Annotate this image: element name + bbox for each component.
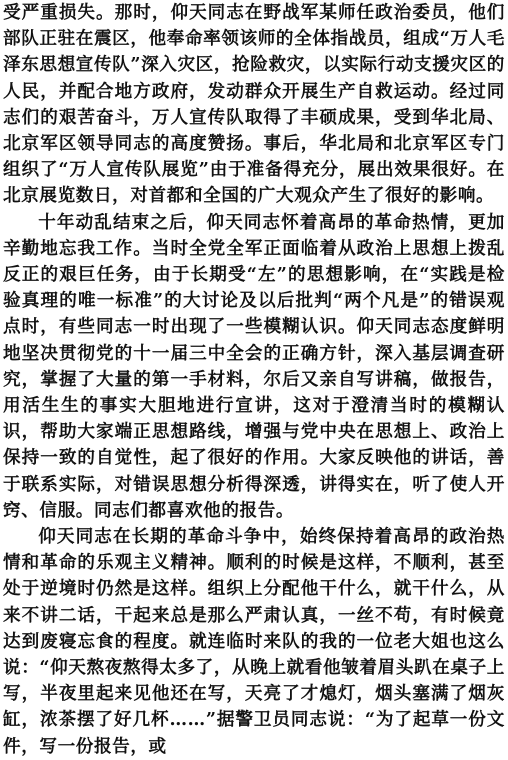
paragraph-2: 十年动乱结束之后，仰天同志怀着高昂的革命热情，更加辛勤地忘我工作。当时全党全军正面临着从政治上思想上拨乱反正的艰巨任务，由于长期受“左”的思想影响，在“实践是检验真理的唯一标准”的大讨论及以后批判“两个凡是”的错误观点时，有些同志一时出现了一些模糊认识。仰天同志态度鲜明地坚决贯彻党的十一届三中全会的正确方针，深入基层调查研究，掌握了大量的第一手材料，尔后又亲自写讲稿，做报告，用活生生的事实大胆地进行宣讲，这对于澄清当时的模糊认识，帮助大家端正思想路线，增强与党中央在思想上、政治上保持一致的自觉性，起了很好的作用。大家反映他的讲话，善于联系实际，对错误思想分析得深透，讲得实在，听了使人开窍、信服。同志们都喜欢他的报告。 <box>3 211 505 521</box>
document-page <box>3 0 505 757</box>
paragraph-1: 受严重损失。那时，仰天同志在野战军某师任政治委员，他们部队正驻在震区，他奉命率领该师的全体指战员，组成“万人毛泽东思想宣传队”深入灾区，抢险救灾，以实际行动支援灾区的人民，并配合地方政府，发动群众开展生产自救运动。经过同志们的艰苦奋斗，万人宣传队取得了丰硕成果，受到华北局、北京军区领导同志的高度赞扬。事后，华北局和北京军区专门组织了“万人宣传队展览”由于准备得充分，展出效果很好。在北京展览数日，对首都和全国的广大观众产生了很好的影响。 <box>3 2 505 207</box>
paragraph-3: 仰天同志在长期的革命斗争中，始终保持着高昂的政治热情和革命的乐观主义精神。顺利的时候是这样，不顺利，甚至处于逆境时仍然是这样。组织上分配他干什么，就干什么，从来不讲二话，干起来总是那么严肃认真，一丝不苟，有时候竟达到废寝忘食的程度。就连临时来队的我的一位老大姐也这么说：“仰天熬夜熬得太多了，从晚上就看他皱着眉头趴在桌子上写，半夜里起来见他还在写，天亮了才熄灯，烟头塞满了烟灰缸，浓茶摆了好几杯……”据警卫员同志说：“为了起草一份文件，写一份报告，或 <box>3 526 505 757</box>
